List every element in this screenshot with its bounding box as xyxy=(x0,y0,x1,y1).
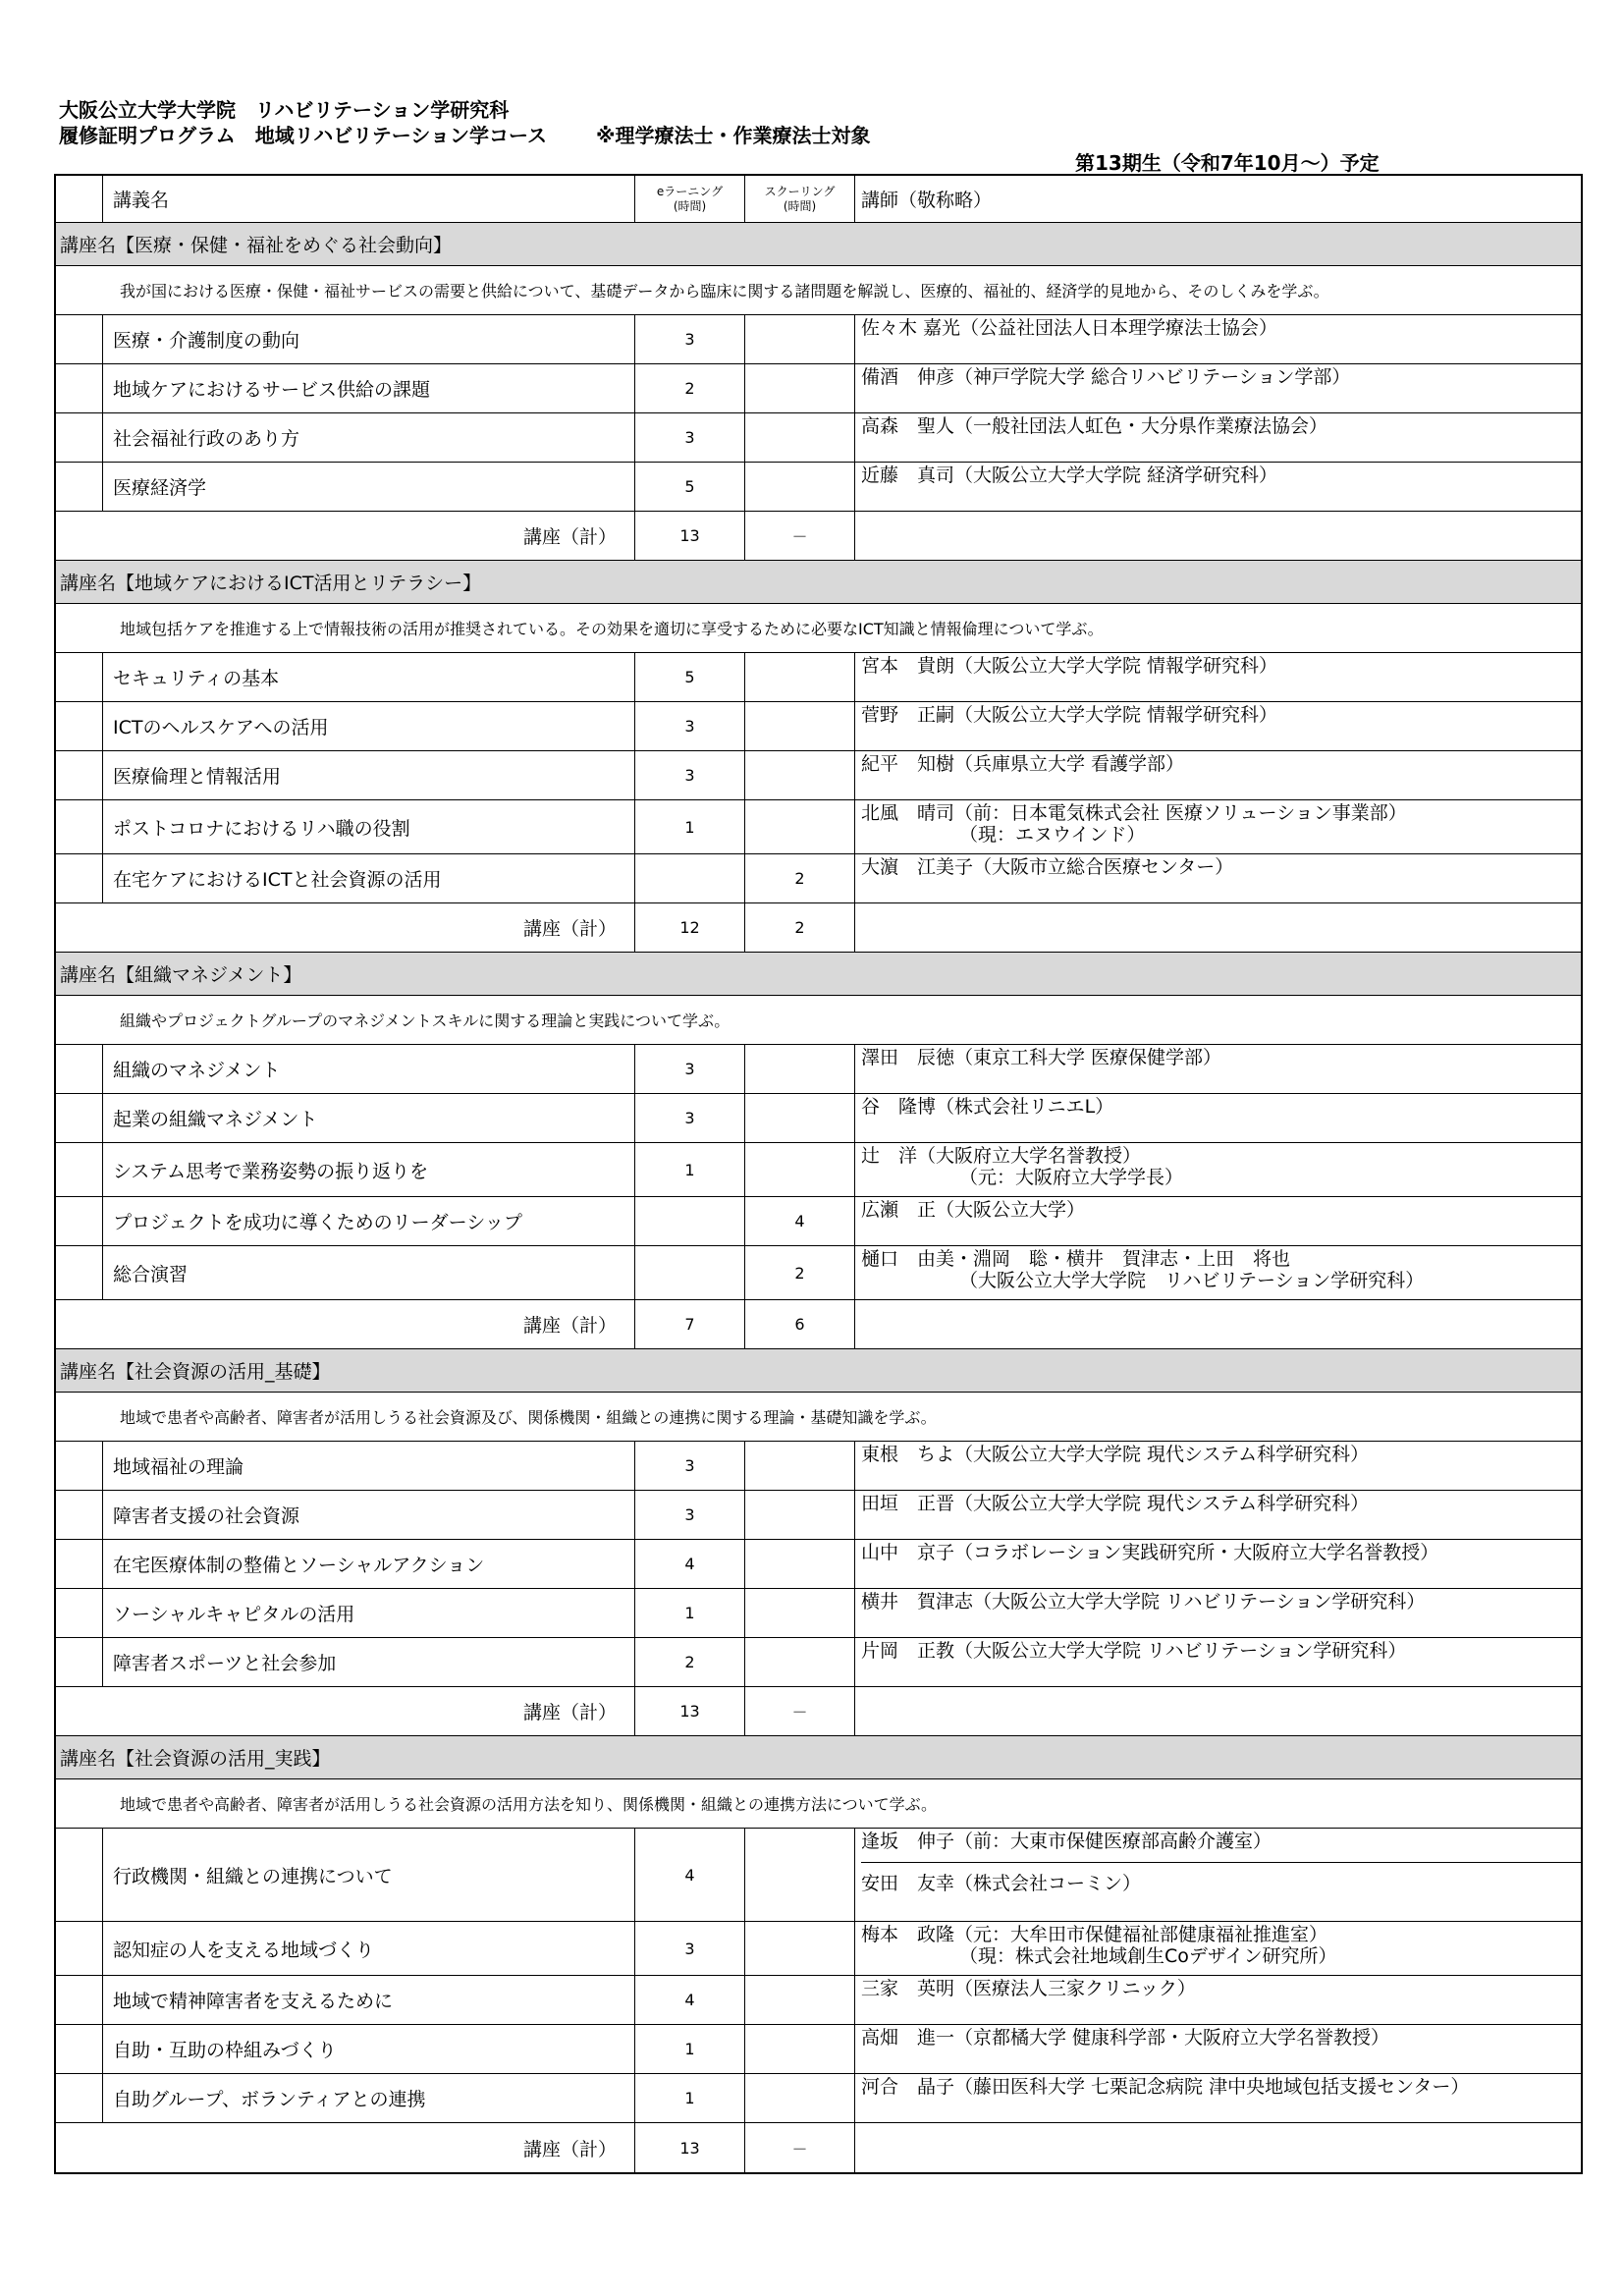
elearning-hours: 4 xyxy=(635,1540,745,1588)
lecturer-cell xyxy=(855,1094,1581,1142)
schooling-hours xyxy=(745,653,855,701)
lecturer-cell xyxy=(855,854,1581,902)
section-description: 地域包括ケアを推進する上で情報技術の活用が推奨されている。その効果を適切に享受するために必要なICT知識と情報倫理について学ぶ。 xyxy=(56,604,1581,653)
lecturer-cell xyxy=(855,1829,1581,1921)
lecturer-name: 谷 隆博（株式会社リニエL） xyxy=(861,1096,1114,1118)
subtotal-blank xyxy=(855,1300,1581,1348)
indent-cell xyxy=(56,1589,103,1637)
elearning-hours: 2 xyxy=(635,364,745,412)
course-row xyxy=(56,1589,1581,1638)
subtotal-label: 講座（計） xyxy=(56,1687,635,1735)
lecturer-name: （大阪公立大学大学院 リハビリテーション学研究科） xyxy=(959,1270,1425,1291)
course-row xyxy=(56,1638,1581,1687)
course-row xyxy=(56,2074,1581,2123)
lecturer-name: 河合 晶子（藤田医科大学 七栗記念病院 津中央地域包括支援センター） xyxy=(861,2076,1470,2098)
lecturer-cell xyxy=(855,2074,1581,2122)
lecturer-cell xyxy=(855,364,1581,412)
elearning-hours xyxy=(635,854,745,902)
schooling-hours xyxy=(745,463,855,511)
lecturer-cell xyxy=(855,1143,1581,1196)
lecturer-cell xyxy=(855,1976,1581,2024)
lecturer-name: （現：株式会社地域創生Coデザイン研究所） xyxy=(959,1945,1337,1967)
course-row xyxy=(56,1491,1581,1540)
course-row xyxy=(56,1540,1581,1589)
schooling-hours xyxy=(745,1491,855,1539)
course-row xyxy=(56,463,1581,512)
course-name: 組織のマネジメント xyxy=(103,1045,635,1093)
course-name: 履修証明プログラム 地域リハビリテーション学コース xyxy=(59,124,547,147)
course-name: 認知症の人を支える地域づくり xyxy=(103,1922,635,1975)
lecturer-cell xyxy=(855,1442,1581,1490)
subtotal-row xyxy=(56,1300,1581,1349)
course-name: 地域福祉の理論 xyxy=(103,1442,635,1490)
course-row xyxy=(56,413,1581,463)
course-name: 社会福祉行政のあり方 xyxy=(103,413,635,462)
schooling-hours xyxy=(745,1094,855,1142)
subtotal-elearning: 13 xyxy=(635,512,745,560)
subtotal-blank xyxy=(855,1687,1581,1735)
lecturer-cell xyxy=(855,800,1581,853)
course-name: セキュリティの基本 xyxy=(103,653,635,701)
header-schooling-label: スクーリング xyxy=(764,184,836,198)
course-name: 地域ケアにおけるサービス供給の課題 xyxy=(103,364,635,412)
lecturer-cell xyxy=(855,1491,1581,1539)
header-blank-cell xyxy=(56,176,103,222)
elearning-hours: 3 xyxy=(635,413,745,462)
schooling-hours xyxy=(745,1540,855,1588)
indent-cell xyxy=(56,1829,103,1921)
indent-cell xyxy=(56,653,103,701)
schooling-hours xyxy=(745,1589,855,1637)
section-title: 講座名【組織マネジメント】 xyxy=(56,953,1581,996)
section-title: 講座名【社会資源の活用_実践】 xyxy=(56,1736,1581,1779)
subtotal-elearning: 13 xyxy=(635,2123,745,2172)
course-name: ポストコロナにおけるリハ職の役割 xyxy=(103,800,635,853)
section-description: 地域で患者や高齢者、障害者が活用しうる社会資源及び、関係機関・組織との連携に関する理論・基礎知識を学ぶ。 xyxy=(56,1393,1581,1442)
subtotal-row xyxy=(56,2123,1581,2172)
indent-cell xyxy=(56,1491,103,1539)
subtotal-label: 講座（計） xyxy=(56,1300,635,1348)
lecturer-cell xyxy=(855,463,1581,511)
course-title xyxy=(59,120,870,148)
lecturer-cell xyxy=(855,315,1581,363)
section-description: 組織やプロジェクトグループのマネジメントスキルに関する理論と実践について学ぶ。 xyxy=(56,996,1581,1045)
elearning-hours: 3 xyxy=(635,1442,745,1490)
schooling-hours xyxy=(745,2074,855,2122)
lecturer-cell xyxy=(855,751,1581,799)
subtotal-schooling: － xyxy=(745,2123,855,2172)
curriculum-table xyxy=(54,174,1583,2174)
lecturer-cell xyxy=(855,1922,1581,1975)
schooling-hours xyxy=(745,1829,855,1921)
elearning-hours: 1 xyxy=(635,2074,745,2122)
lecturer-name: 近藤 真司（大阪公立大学大学院 経済学研究科） xyxy=(861,465,1278,486)
schooling-hours xyxy=(745,702,855,750)
section-title: 講座名【医療・保健・福祉をめぐる社会動向】 xyxy=(56,223,1581,266)
header-elearning xyxy=(635,176,745,222)
indent-cell xyxy=(56,1094,103,1142)
indent-cell xyxy=(56,1143,103,1196)
table-header-row xyxy=(56,176,1581,223)
course-row xyxy=(56,1829,1581,1922)
lecturer-cell xyxy=(855,1540,1581,1588)
lecturer-cell xyxy=(855,653,1581,701)
course-name: ソーシャルキャピタルの活用 xyxy=(103,1589,635,1637)
course-row xyxy=(56,854,1581,903)
schooling-hours xyxy=(745,2025,855,2073)
subtotal-row xyxy=(56,512,1581,561)
header-lecturer: 講師（敬称略） xyxy=(861,190,993,211)
elearning-hours: 3 xyxy=(635,1094,745,1142)
course-name: 起業の組織マネジメント xyxy=(103,1094,635,1142)
lecturer-name: 広瀬 正（大阪公立大学） xyxy=(861,1199,1086,1221)
indent-cell xyxy=(56,364,103,412)
subtotal-label: 講座（計） xyxy=(56,512,635,560)
course-name: ICTのヘルスケアへの活用 xyxy=(103,702,635,750)
course-row xyxy=(56,751,1581,800)
lecturer-cell xyxy=(855,1197,1581,1245)
subtotal-elearning: 7 xyxy=(635,1300,745,1348)
target-note: ※理学療法士・作業療法士対象 xyxy=(596,124,871,147)
section-description: 我が国における医療・保健・福祉サービスの需要と供給について、基礎データから臨床に関する諸問題を解説し、医療的、福祉的、経済学的見地から、そのしくみを学ぶ。 xyxy=(56,266,1581,315)
course-name: 在宅ケアにおけるICTと社会資源の活用 xyxy=(103,854,635,902)
lecturer-name: 安田 友幸（株式会社コーミン） xyxy=(861,1873,1142,1894)
schooling-hours xyxy=(745,1442,855,1490)
lecturer-name: 北風 晴司（前：日本電気株式会社 医療ソリューション事業部） xyxy=(861,802,1407,824)
course-name: 医療・介護制度の動向 xyxy=(103,315,635,363)
elearning-hours: 1 xyxy=(635,800,745,853)
course-name: 医療経済学 xyxy=(103,463,635,511)
schooling-hours xyxy=(745,364,855,412)
section-title: 講座名【地域ケアにおけるICT活用とリテラシー】 xyxy=(56,561,1581,604)
course-row xyxy=(56,315,1581,364)
elearning-hours: 5 xyxy=(635,653,745,701)
lecturer-name: 三家 英明（医療法人三家クリニック） xyxy=(861,1978,1196,1999)
schooling-hours xyxy=(745,751,855,799)
lecturer-name: 東根 ちよ（大阪公立大学大学院 現代システム科学研究科） xyxy=(861,1444,1370,1465)
indent-cell xyxy=(56,1540,103,1588)
subtotal-schooling: 2 xyxy=(745,903,855,952)
schooling-hours xyxy=(745,1638,855,1686)
schooling-hours xyxy=(745,315,855,363)
indent-cell xyxy=(56,1442,103,1490)
indent-cell xyxy=(56,1197,103,1245)
lecturer-name: 逢坂 伸子（前：大東市保健医療部高齢介護室） xyxy=(861,1831,1581,1863)
elearning-hours: 3 xyxy=(635,702,745,750)
subtotal-schooling: 6 xyxy=(745,1300,855,1348)
schooling-hours xyxy=(745,1922,855,1975)
lecturer-name: 菅野 正嗣（大阪公立大学大学院 情報学研究科） xyxy=(861,704,1278,726)
schooling-hours xyxy=(745,1976,855,2024)
section-description: 地域で患者や高齢者、障害者が活用しうる社会資源の活用方法を知り、関係機関・組織との連携方法について学ぶ。 xyxy=(56,1779,1581,1829)
elearning-hours: 3 xyxy=(635,1491,745,1539)
section-title: 講座名【社会資源の活用_基礎】 xyxy=(56,1349,1581,1393)
schooling-hours xyxy=(745,413,855,462)
indent-cell xyxy=(56,2074,103,2122)
elearning-hours: 4 xyxy=(635,1976,745,2024)
lecturer-cell xyxy=(855,1589,1581,1637)
lecturer-cell xyxy=(855,1246,1581,1299)
lecturer-cell xyxy=(855,2025,1581,2073)
course-name: 総合演習 xyxy=(103,1246,635,1299)
lecturer-cell xyxy=(855,413,1581,462)
schooling-hours xyxy=(745,1045,855,1093)
lecturer-name: 紀平 知樹（兵庫県立大学 看護学部） xyxy=(861,753,1185,775)
indent-cell xyxy=(56,854,103,902)
elearning-hours: 1 xyxy=(635,1143,745,1196)
course-row xyxy=(56,1442,1581,1491)
indent-cell xyxy=(56,413,103,462)
course-name: 行政機関・組織との連携について xyxy=(103,1829,635,1921)
indent-cell xyxy=(56,315,103,363)
course-row xyxy=(56,1246,1581,1300)
lecturer-cell xyxy=(855,1045,1581,1093)
elearning-hours: 5 xyxy=(635,463,745,511)
schooling-hours: 2 xyxy=(745,1246,855,1299)
lecturer-name: 備酒 伸彦（神戸学院大学 総合リハビリテーション学部） xyxy=(861,366,1351,388)
subtotal-label: 講座（計） xyxy=(56,903,635,952)
subtotal-blank xyxy=(855,903,1581,952)
course-row xyxy=(56,1094,1581,1143)
schooling-hours: 4 xyxy=(745,1197,855,1245)
header-schooling-unit: (時間) xyxy=(783,198,817,213)
indent-cell xyxy=(56,702,103,750)
subtotal-elearning: 12 xyxy=(635,903,745,952)
subtotal-schooling: － xyxy=(745,1687,855,1735)
course-name: 障害者スポーツと社会参加 xyxy=(103,1638,635,1686)
elearning-hours: 4 xyxy=(635,1829,745,1921)
course-row xyxy=(56,1143,1581,1197)
elearning-hours: 1 xyxy=(635,1589,745,1637)
header-elearning-unit: (時間) xyxy=(673,198,707,213)
subtotal-row xyxy=(56,903,1581,953)
schooling-hours: 2 xyxy=(745,854,855,902)
elearning-hours: 3 xyxy=(635,1922,745,1975)
course-row xyxy=(56,1976,1581,2025)
subtotal-schooling: － xyxy=(745,512,855,560)
course-row xyxy=(56,1045,1581,1094)
course-row xyxy=(56,800,1581,854)
lecturer-name: 佐々木 嘉光（公益社団法人日本理学療法士協会） xyxy=(861,317,1278,339)
lecturer-cell xyxy=(855,1638,1581,1686)
elearning-hours: 2 xyxy=(635,1638,745,1686)
lecturer-name: 片岡 正教（大阪公立大学大学院 リハビリテーション学研究科） xyxy=(861,1640,1407,1662)
subtotal-blank xyxy=(855,512,1581,560)
schooling-hours xyxy=(745,800,855,853)
indent-cell xyxy=(56,1045,103,1093)
subtotal-elearning: 13 xyxy=(635,1687,745,1735)
lecturer-name: 梅本 政隆（元：大牟田市保健福祉部健康福祉推進室） xyxy=(861,1924,1328,1945)
schooling-hours xyxy=(745,1143,855,1196)
course-row xyxy=(56,1922,1581,1976)
lecturer-name: 樋口 由美・淵岡 聡・横井 賀津志・上田 将也 xyxy=(861,1248,1291,1270)
lecturer-name: 辻 洋（大阪府立大学名誉教授） xyxy=(861,1145,1142,1167)
program-title: 大阪公立大学大学院 リハビリテーション学研究科 xyxy=(59,98,510,122)
lecturer-name: （元：大阪府立大学学長） xyxy=(959,1167,1184,1188)
subtotal-label: 講座（計） xyxy=(56,2123,635,2172)
indent-cell xyxy=(56,1976,103,2024)
indent-cell xyxy=(56,800,103,853)
indent-cell xyxy=(56,1246,103,1299)
course-name: 在宅医療体制の整備とソーシャルアクション xyxy=(103,1540,635,1588)
elearning-hours: 3 xyxy=(635,315,745,363)
course-row xyxy=(56,364,1581,413)
lecturer-name: 宮本 貴朗（大阪公立大学大学院 情報学研究科） xyxy=(861,655,1278,677)
lecturer-cell xyxy=(855,702,1581,750)
lecturer-name: 横井 賀津志（大阪公立大学大学院 リハビリテーション学研究科） xyxy=(861,1591,1426,1613)
course-name: 医療倫理と情報活用 xyxy=(103,751,635,799)
course-row xyxy=(56,702,1581,751)
elearning-hours xyxy=(635,1246,745,1299)
header-elearning-label: eラーニング xyxy=(656,184,724,198)
header-schooling xyxy=(745,176,855,222)
lecturer-name: 澤田 辰徳（東京工科大学 医療保健学部） xyxy=(861,1047,1222,1068)
lecturer-name: 高森 聖人（一般社団法人虹色・大分県作業療法協会） xyxy=(861,415,1328,437)
course-name: 自助・互助の枠組みづくり xyxy=(103,2025,635,2073)
course-name: 自助グループ、ボランティアとの連携 xyxy=(103,2074,635,2122)
indent-cell xyxy=(56,751,103,799)
indent-cell xyxy=(56,2025,103,2073)
course-row xyxy=(56,653,1581,702)
subtotal-row xyxy=(56,1687,1581,1736)
cohort-label: 第13期生（令和7年10月～）予定 xyxy=(1075,151,1380,175)
elearning-hours: 3 xyxy=(635,751,745,799)
lecturer-name: （現：エヌウインド） xyxy=(959,824,1146,846)
subtotal-blank xyxy=(855,2123,1581,2172)
lecturer-name: 山中 京子（コラボレーション実践研究所・大阪府立大学名誉教授） xyxy=(861,1542,1439,1563)
lecturer-name: 大濵 江美子（大阪市立総合医療センター） xyxy=(861,856,1234,878)
course-row xyxy=(56,1197,1581,1246)
lecturer-name: 高畑 進一（京都橘大学 健康科学部・大阪府立大学名誉教授） xyxy=(861,2027,1390,2049)
indent-cell xyxy=(56,463,103,511)
course-name: システム思考で業務姿勢の振り返りを xyxy=(103,1143,635,1196)
elearning-hours: 1 xyxy=(635,2025,745,2073)
course-name: 地域で精神障害者を支えるために xyxy=(103,1976,635,2024)
course-row xyxy=(56,2025,1581,2074)
indent-cell xyxy=(56,1922,103,1975)
lecturer-name: 田垣 正晋（大阪公立大学大学院 現代システム科学研究科） xyxy=(861,1493,1370,1514)
elearning-hours: 3 xyxy=(635,1045,745,1093)
course-name: 障害者支援の社会資源 xyxy=(103,1491,635,1539)
indent-cell xyxy=(56,1638,103,1686)
course-name: プロジェクトを成功に導くためのリーダーシップ xyxy=(103,1197,635,1245)
header-name: 講義名 xyxy=(103,176,635,222)
elearning-hours xyxy=(635,1197,745,1245)
